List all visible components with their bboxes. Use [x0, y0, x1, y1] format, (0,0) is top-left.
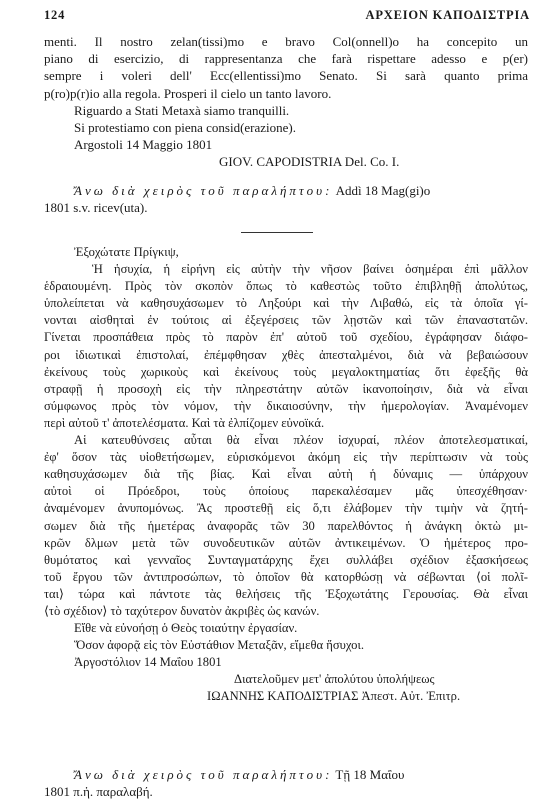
separator-rule [241, 232, 313, 233]
received-note [44, 182, 528, 216]
text-line: ἐφ' ὅσον τὰς υἱοθετήσωμεν, εὑρισκόμενοι ἀκόμη εἰς τὴν περίπτωσιν νὰ τοὺς [44, 450, 528, 465]
greek-letter [44, 244, 528, 706]
spaced-greek-text: Ἄνω διὰ χειρὸς τοῦ παραλήπτου: [74, 183, 333, 198]
received-date: Addì 18 Mag(gi)o [332, 183, 431, 198]
received-line [44, 766, 528, 783]
text-line: ⟨τὸ σχέδιον⟩ τὸ ταχύτερον δυνατὸν ἀκριβὲς ὡς κανών. [44, 603, 320, 618]
text-line: ὑπολείπεται νὰ καθησυχάσωμεν τὸ Ληξούρι καὶ τὴν Λιβαθώ, εἰς τὰ ὁποῖα γί- [44, 296, 528, 311]
text-line: νονται αἰσθηταὶ ἐν τούτοις αἱ ἐξεγέρσεις τῶν λῃστῶν καὶ τῶν ἐπαναστατῶν. [44, 313, 528, 328]
text-line: ται⟩ τώρα καὶ πάντοτε τὰς θελήσεις τῆς Ἐξοχωτάτης Γερουσίας. Θὰ εἶναι [44, 586, 528, 601]
text-line: Si protestiamo con piena consid(erazione). [74, 120, 297, 136]
text-line: καθησυχάσωμεν διὰ τῆς βίας. Καὶ εἶναι αὐτὴ ἡ δύναμις — ὑπάρχουν [44, 467, 528, 482]
received-line [44, 182, 528, 199]
closing-formula: Διατελοῦμεν μετ' ἀπολύτου ὑπολήψεως [234, 672, 435, 687]
text-line: piano di esercizio, di rappresentanza che farà rispettare adesso e p(er) [44, 51, 528, 67]
text-line: menti. Il nostro zelan(tissi)mo e bravo Col(onnell)o ha concepito un [44, 34, 528, 49]
italian-letter [44, 33, 528, 171]
signature: GIOV. CAPODISTRIA Del. Co. I. [219, 154, 400, 170]
page-number: 124 [44, 8, 66, 22]
text-line: Γίνεται προσπάθεια πρὸς τὸ παρὸν ἐπ' αὐτοῦ τοῦ σχεδίου, ἐγράφησαν διάφο- [44, 330, 528, 345]
text-line: κρῶν δλμων μετὰ τῶν συνοδευτικῶν αὐτῶν ἀντικειμένων. Ὁ ἡμέτερος προ- [44, 535, 528, 550]
text-line: στραφῇ ἡ προσοχὴ εἰς τὴν πληρεστάτην αὐτῶν ἱκανοποίησιν, διὰ νὰ εἶναι [44, 381, 528, 396]
received-note [44, 766, 528, 800]
text-line: σύμφωνος πρὸς τὸν νόμον, τὴν δικαιοσύνην, τὴν ἡμερολογίαν. Ἀναμένομεν [44, 398, 528, 413]
text-line: περὶ αὐτοῦ τ' ἀποτελέσματα. Καὶ τὰ ἐλπίζομεν εὐνοϊκά. [44, 415, 325, 430]
text-line: p(ro)p(r)io alla regola. Prosperi il cielo un tanto lavoro. [44, 85, 332, 101]
signature: ΙΩΑΝΝΗΣ ΚΑΠΟΔΙΣΤΡΙΑΣ Ἀπεστ. Αὐτ. Ἐπιτρ. [207, 689, 461, 704]
text-line: Αἱ κατευθύνσεις αὗται θὰ εἶναι πλέον ἰσχυραί, πλέον ἀποτελεσματικαί, [74, 433, 528, 448]
text-line: Ὅσον ἀφορᾷ εἰς τὸν Εὐστάθιον Μεταξᾶν, εἴμεθα ἥσυχοι. [74, 638, 364, 653]
received-date: Τῇ 18 Μαΐου [332, 767, 405, 782]
place-date: Argostoli 14 Maggio 1801 [74, 137, 213, 153]
text-line: σωμεν διὰ τῆς ἡμετέρας ἀναφορᾶς τῶν 30 παρελθόντος ἡ ἀνάγκη ὀκτὼ μι- [44, 518, 528, 533]
page-header [44, 8, 530, 24]
received-line-2: 1801 π.ἡ. παραλαβή. [44, 784, 153, 800]
spaced-greek-text: Ἄνω διὰ χειρὸς τοῦ παραλήπτου: [74, 767, 333, 782]
text-line: Riguardo a Stati Metaxà siamo tranquilli. [74, 102, 290, 118]
text-line: ἀναμένομεν ἀνυπομόνως. Ἂς προστεθῇ εἰς ὅ,τι ἐλάβομεν τὴν τιμὴν νὰ ζητή- [44, 501, 528, 516]
text-line: Ἡ ἡσυχία, ἡ εἰρήνη εἰς αὐτὴν τὴν νῆσον βαίνει ὁσημέραι ἐπὶ μᾶλλον [92, 262, 528, 277]
text-line: τοῦ ἔργου τῶν ἀντιπροσώπων, τὸ ὁποῖον θὰ κατορθώσῃ νὰ σέβωνται ⟨οἱ πολῖ- [44, 569, 528, 584]
place-date: Ἀργοστόλιον 14 Μαΐου 1801 [74, 655, 222, 670]
text-line: θυμότατος καὶ γενναῖος Συνταγματάρχης ἔχει συλλάβει σχέδιον ἐξασκήσεως [44, 552, 528, 567]
text-line: ροι ἰδιωτικαὶ ἐπιστολαί, ἐπέμφθησαν χθὲς ἀπεσταλμένοι, διὰ νὰ βεβαιώσουν [44, 347, 528, 362]
text-line: αὐτοὶ οἱ Πρόεδροι, τοὺς ὁποίους παρεκαλέσαμεν μᾶς ὑπεσχέθησαν· [44, 484, 528, 499]
text-line: sempre i voleri dell' Ecc(ellentissi)mo Senato. Si sarà quanto prima [44, 68, 528, 84]
text-line: Εἴθε νὰ εὐνοήσῃ ὁ Θεὸς τοιαύτην ἐργασίαν. [74, 621, 298, 636]
running-title: ΑΡΧΕΙΟΝ ΚΑΠΟΔΙΣΤΡΙΑ [365, 8, 530, 22]
text-line: ἐκείνους τοὺς χωρικοὺς καὶ ἐκείνους τοὺς μεγαλοκτηματίας ὅτι ἐφεξῆς θὰ [44, 364, 528, 379]
text-line: ἑδραιουμένη. Πρὸς τὸν σκοπὸν ὅπως τὸ καθεστὼς τοῦτο ἐπιβληθῇ ἀπολύτως, [44, 279, 528, 294]
received-line-2: 1801 s.v. ricev(uta). [44, 200, 148, 216]
salutation: Ἐξοχώτατε Πρίγκιψ, [74, 245, 179, 259]
